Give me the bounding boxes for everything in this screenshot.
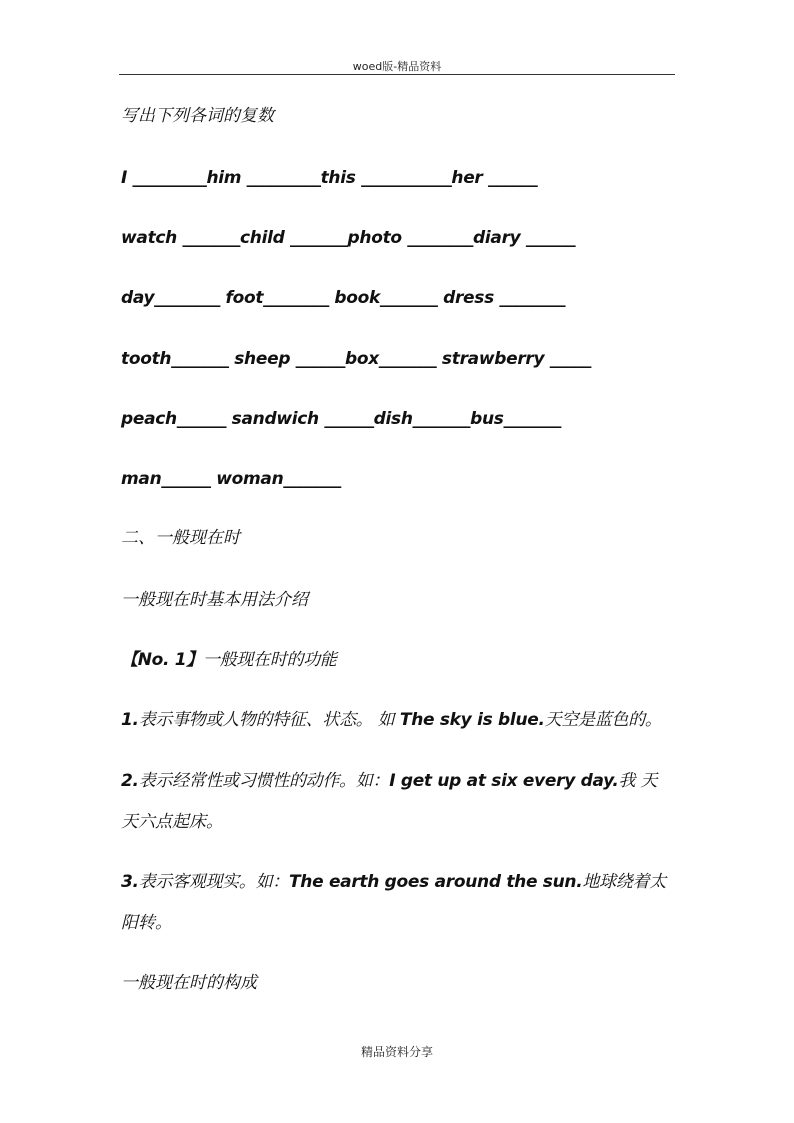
point-1-cn2: 天空是蓝色的。 bbox=[544, 710, 662, 730]
point-3-num: 3. bbox=[121, 872, 139, 892]
exercise-row-3: day________ foot________ book_______ dress ________ bbox=[121, 288, 566, 308]
point-1-en: The sky is blue. bbox=[394, 710, 545, 730]
section-heading-present-simple: 二、一般现在时 bbox=[121, 528, 240, 548]
point-2-num: 2. bbox=[121, 771, 139, 791]
section-heading-plurals: 写出下列各词的复数 bbox=[121, 106, 274, 126]
point-3-continuation: 阳转。 bbox=[121, 913, 172, 933]
function-title-prefix: 【No. 1】 bbox=[121, 650, 204, 670]
point-3-cn: 表示客观现实。如： bbox=[138, 872, 289, 892]
exercise-row-4: tooth_______ sheep ______box_______ strawberry _____ bbox=[121, 349, 591, 369]
point-1 bbox=[121, 712, 662, 729]
exercise-row-6: man______ woman_______ bbox=[121, 469, 341, 489]
page-header: woed版-精品资料 bbox=[352, 60, 442, 73]
function-title-text: 一般现在时的功能 bbox=[203, 650, 337, 670]
point-1-cn: 表示事物或人物的特征、状态。 如 bbox=[138, 710, 395, 730]
header-rule bbox=[119, 74, 675, 75]
exercise-row-2: watch _______child _______photo ________diary ______ bbox=[121, 228, 576, 248]
point-2-continuation: 天六点起床。 bbox=[121, 812, 223, 832]
function-title bbox=[121, 652, 337, 669]
point-1-num: 1. bbox=[121, 710, 139, 730]
exercise-row-1: I _________him _________this ___________her ______ bbox=[121, 168, 538, 188]
point-3-cn2: 地球绕着太 bbox=[582, 872, 666, 892]
subheading-structure: 一般现在时的构成 bbox=[121, 973, 257, 993]
point-2-en: I get up at six every day. bbox=[389, 771, 619, 791]
exercise-row-5: peach______ sandwich ______dish_______bus_______ bbox=[121, 409, 561, 429]
point-3 bbox=[121, 874, 666, 891]
point-3-en: The earth goes around the sun. bbox=[289, 872, 583, 892]
point-2 bbox=[121, 773, 657, 790]
point-2-cn2: 我 天 bbox=[618, 771, 658, 791]
subheading-usage-intro: 一般现在时基本用法介绍 bbox=[121, 590, 308, 610]
page-footer: 精品资料分享 bbox=[360, 1045, 433, 1059]
point-2-cn: 表示经常性或习惯性的动作。如： bbox=[138, 771, 390, 791]
